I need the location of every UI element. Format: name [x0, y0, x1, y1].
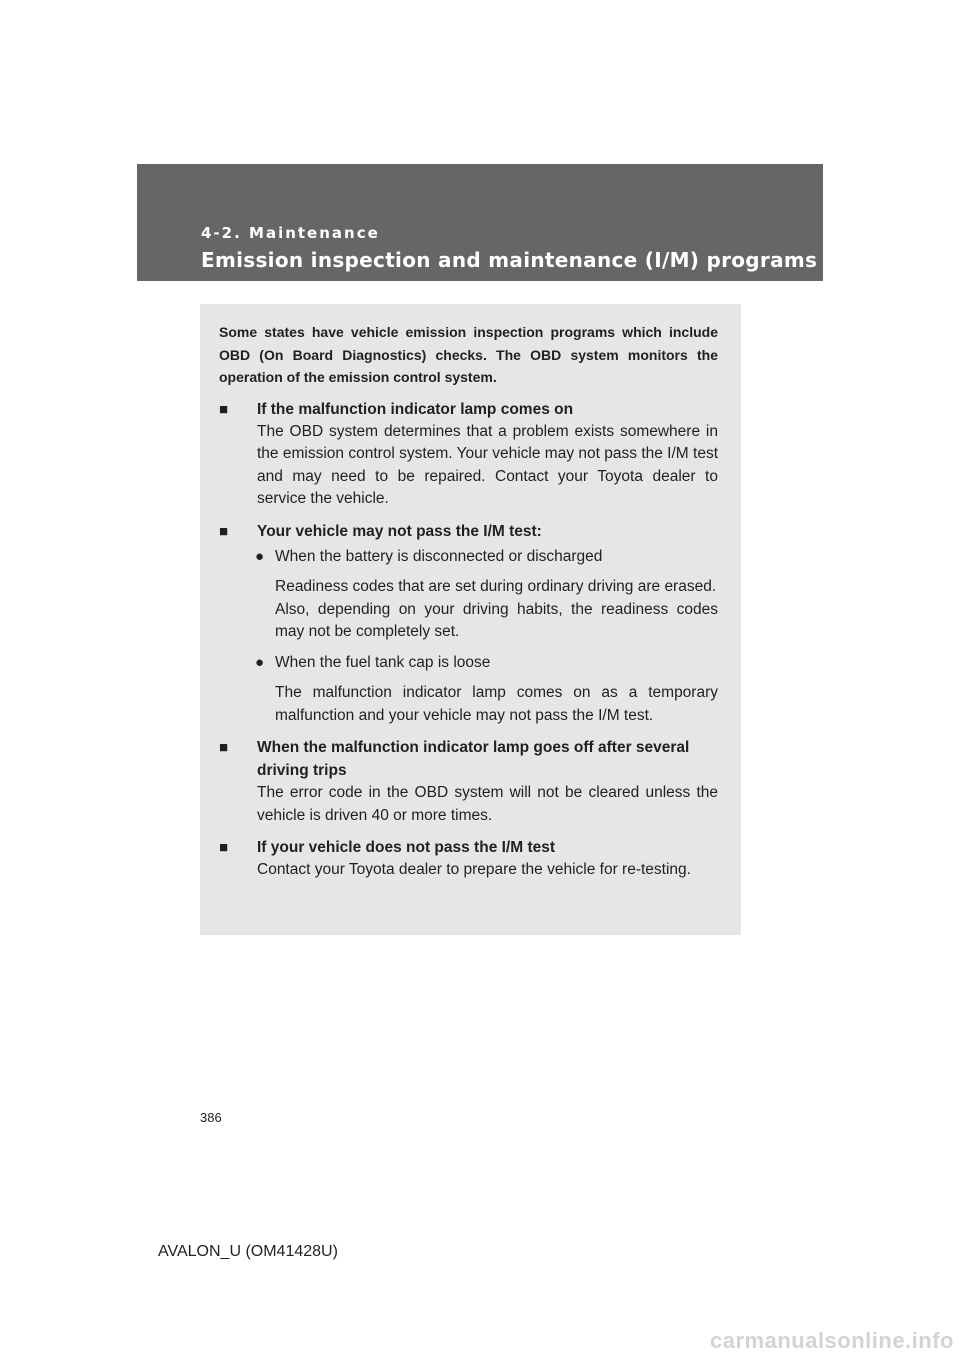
section-body: The error code in the OBD system will not be cleared unless the vehicle is driven 40 or more times. — [257, 784, 718, 824]
section-lamp-off — [219, 736, 718, 827]
section-heading: If the malfunction indicator lamp comes on — [257, 400, 574, 418]
section-label: 4-2. Maintenance — [201, 224, 380, 242]
page-number: 386 — [200, 1110, 222, 1125]
content-panel — [200, 304, 741, 935]
round-bullet-icon — [255, 652, 264, 675]
square-bullet-icon — [219, 836, 228, 859]
list-item-body: Readiness codes that are set during ordinary driving are erased. — [275, 578, 717, 595]
list-item-body: Also, depending on your driving habits, the readiness codes may not be completely set. — [275, 600, 718, 640]
section-may-not-pass — [219, 520, 718, 728]
intro-text: Some states have vehicle emission inspection programs which include OBD (On Board Diagnostics) checks. The OBD system monitors the operation of the emission control system. — [219, 324, 718, 385]
model-code: AVALON_U (OM41428U) — [158, 1243, 338, 1260]
page-title: Emission inspection and maintenance (I/M) programs — [201, 248, 818, 272]
section-not-pass — [219, 836, 718, 882]
list-item-body: The malfunction indicator lamp comes on as a temporary malfunction and your vehicle may not pass the I/M test. — [275, 684, 718, 724]
section-body: Contact your Toyota dealer to prepare the vehicle for re-testing. — [257, 861, 691, 878]
square-bullet-icon — [219, 520, 228, 543]
chapter-header — [137, 164, 823, 281]
section-body: The OBD system determines that a problem exists somewhere in the emission control system. Your vehicle may not pass the I/M test and may need to be repaired. Contact your Toyota dealer to service the vehicle. — [257, 422, 718, 507]
section-heading: Your vehicle may not pass the I/M test: — [257, 522, 542, 540]
list-item-label: When the battery is disconnected or discharged — [275, 547, 603, 565]
section-heading: When the malfunction indicator lamp goes off after several driving trips — [257, 739, 690, 779]
section-lamp-on — [219, 398, 718, 511]
square-bullet-icon — [219, 398, 228, 421]
square-bullet-icon — [219, 736, 228, 759]
list-item — [219, 546, 718, 569]
list-item — [219, 652, 718, 675]
watermark: carmanualsonline.info — [710, 1328, 954, 1353]
list-item-label: When the fuel tank cap is loose — [275, 653, 491, 671]
section-heading: If your vehicle does not pass the I/M test — [257, 839, 556, 856]
round-bullet-icon — [255, 546, 264, 569]
